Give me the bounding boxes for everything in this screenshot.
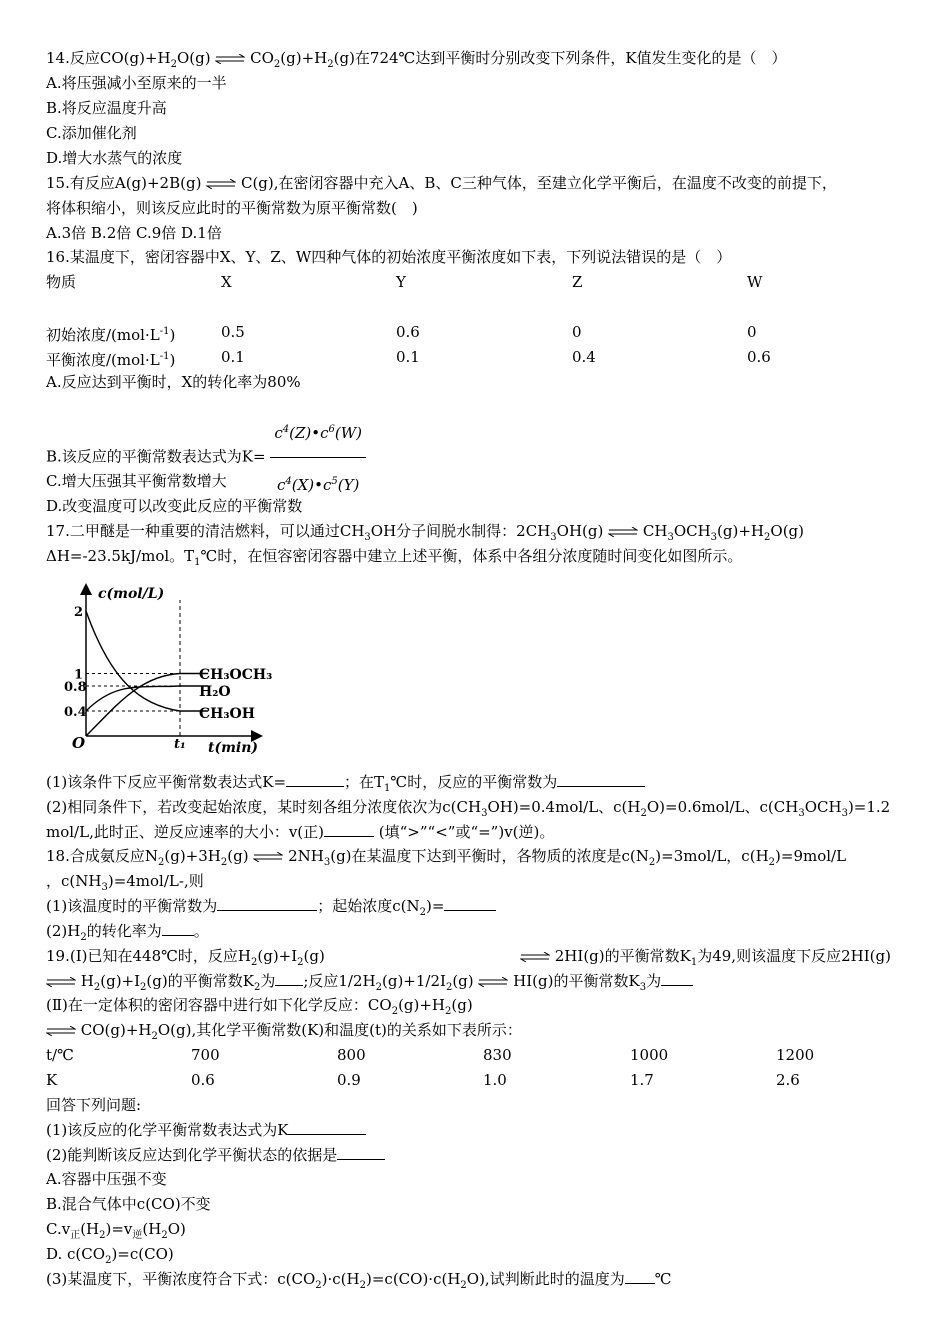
equilibrium-arrow-icon [215,54,245,64]
q14-stem: 14.反应$CO(g)+H_2O(g)$ $CO_2(g)+H_2(g)$在724℃达到平衡时分别改变下列条件，K值发生变化的是（ ） [46,49,787,70]
q19-option-c: $C.v_正(H_2)=v_逆(H_2O)$ [46,1220,186,1241]
table-header-cell: Z [572,273,583,291]
table-row-label: K [46,1071,58,1089]
q16-option-c: C.增大压强其平衡常数增大 [46,472,227,490]
equilibrium-arrow-icon [253,852,283,862]
table-header-cell: W [747,273,763,291]
q18-sub2: $(2)H_2$的转化率为 。 [46,922,209,943]
table-cell: 800 [337,1046,366,1064]
table-header-cell: X [221,273,232,291]
y-tick-label: 1 [74,667,84,683]
q16-option-b: B.该反应的平衡常数表达式为K= $\frac{c^4(Z)•c^6(W)}{c^4(X)•c^5(Y)}$ [46,408,366,507]
table-cell: 0 [747,323,757,341]
q16-option-a: A.反应达到平衡时，X的转化率为80% [46,373,301,391]
answer-blank[interactable] [324,822,374,837]
answer-blank[interactable] [288,1120,366,1135]
t1-tick-label: t₁ [174,737,186,752]
q19-part1-line1: 19.(Ⅰ)已知在448℃时，反应$H_2(g)+I_2(g)$ [46,947,325,968]
q14-option-c: C.添加催化剂 [46,124,137,142]
y-axis-label: c(mol/L) [98,586,165,602]
table-cell: 0.1 [221,348,245,366]
y-tick-label: 0.8 [64,680,87,695]
equilibrium-arrow-icon [206,179,236,189]
series-line-h2o [86,686,208,711]
q19-sub3: (3)某温度下，平衡浓度符合下式：$c(CO_2)\cdot c(H_2)=c(CO)\cdot c(H_2O)$,试判断此时的温度为 ℃ [46,1270,672,1291]
table-cell: 0.6 [747,348,771,366]
answer-blank[interactable] [337,1145,385,1160]
equilibrium-arrow-icon [478,977,508,987]
table-cell: 1200 [776,1046,815,1064]
table-cell: 1000 [630,1046,669,1064]
series-label-ch3och3: CH₃OCH₃ [199,667,273,683]
table-cell: 700 [191,1046,220,1064]
q19-part2-line1: (Ⅱ)在一定体积的密闭容器中进行如下化学反应：$CO_2(g)+H_2(g)$ [46,996,473,1017]
equilibrium-arrow-icon [520,952,550,962]
q15-stem: 15.有反应A(g)+2B(g) C(g),在密闭容器中充入A、B、C三种气体，至建立化学平衡后，在温度不改变的前提下， [46,174,837,192]
series-label-h2o: H₂O [199,684,231,700]
q16-option-d: D.改变温度可以改变此反应的平衡常数 [46,497,303,515]
table-cell: 2.6 [776,1071,800,1089]
q19-option-b: B.混合气体中c(CO)不变 [46,1195,211,1213]
table-row-label: 平衡浓度$/(mol\cdot L^{-1})$ [46,351,176,369]
q19-part1-line1-right: 2HI(g)的平衡常数$K_1$为49,则该温度下反应2HI(g) [520,946,891,973]
q19-part1-line2: $H_2(g)+I_2(g)$的平衡常数$K_2$为 ;反应$1/2H_2(g)+1/2I_2(g)$ HI(g)的平衡常数$K_3$为 [46,971,693,998]
table-cell: 0.6 [191,1071,215,1089]
origin-label: O [72,734,86,752]
table-cell: 0.1 [396,348,420,366]
q16-stem: 16.某温度下，密闭容器中X、Y、Z、W四种气体的初始浓度平衡浓度如下表，下列说法错误的是（ ） [46,248,732,266]
table-cell: 0.4 [572,348,596,366]
q19-sub1: (1)该反应的化学平衡常数表达式为K [46,1120,366,1140]
table-cell: 0.9 [337,1071,361,1089]
q18-stem-line2: ，$c(NH_3)=4mol/L-$,则 [46,872,204,893]
q19-option-d: D. $c(CO_2)=c(CO)$ [46,1245,174,1266]
answer-blank[interactable] [162,921,194,936]
table-cell: 0.5 [221,323,245,341]
y-tick-label: 2 [74,605,84,620]
y-tick-label: 0.4 [64,705,87,720]
q14-option-a: A.将压强减小至原来的一半 [46,74,227,92]
x-axis-label: t(min) [208,740,259,756]
answer-blank[interactable] [444,896,496,911]
concentration-time-chart [62,580,302,760]
answer-blank[interactable] [625,1269,655,1284]
answer-blank[interactable] [286,772,344,787]
answer-blank[interactable] [557,772,645,787]
equilibrium-arrow-icon [608,527,638,537]
q18-stem: 18.合成氨反应$N_2(g)+3H_2(g)$ $2NH_3(g)$在某温度下达到平衡时，各物质的浓度是$c(N_2)=3mol/L$，$c(H_2)=9mol/L$ [46,847,847,868]
q19-part2-line2: $CO(g)+H_2O(g)$,其化学平衡常数(K)和温度(t)的关系如下表所示： [46,1020,522,1047]
answer-blank[interactable] [661,971,693,986]
q15-stem-line2: 将体积缩小，则该反应此时的平衡常数为原平衡常数( ) [46,199,418,217]
table-header-cell: 物质 [46,273,77,291]
table-cell: 0 [572,323,582,341]
q19-answer-intro: 回答下列问题: [46,1096,142,1114]
table-cell: 830 [483,1046,512,1064]
k-expression: $\frac{c^4(Z)•c^6(W)}{c^4(X)•c^5(Y)}$ [270,408,366,507]
q17-sub2: (2)相同条件下，若改变起始浓度，某时刻各组分浓度依次为$c(CH_3OH)=0.4mol/L$、$c(H_2O)=0.6mol/L$、$c(CH_3OCH_3)=1.2$ [46,798,891,819]
table-header-cell: Y [396,273,406,291]
q17-stem-line2: ΔH=-23.5kJ/mol。$T_1℃$时，在恒容密闭容器中建立上述平衡，体系中各组分浓度随时间变化如图所示。 [46,547,743,568]
table-cell: 1.7 [630,1071,654,1089]
q17-stem: 17.二甲醚是一种重要的清洁燃料，可以通过$CH_3OH$分子间脱水制得：$2CH_3OH(g)$ $CH_3OCH_3(g)+H_2O(g)$ [46,522,804,543]
table-row-label: t/℃ [46,1046,74,1064]
q17-sub1: (1)该条件下反应平衡常数表达式K= ；在$T_1℃$时，反应的平衡常数为 [46,772,645,799]
q18-sub1: (1)该温度时的平衡常数为 ；起始浓度$c(N_2)=$ [46,896,496,923]
table-cell: 0.6 [396,323,420,341]
table-row-label: 初始浓度$/(mol\cdot L^{-1})$ [46,326,176,344]
answer-blank[interactable] [217,896,317,911]
q14-option-d: D.增大水蒸气的浓度 [46,149,183,167]
q19-option-a: A.容器中压强不变 [46,1170,167,1188]
series-line-ch3och3 [86,674,208,737]
table-cell: 1.0 [483,1071,507,1089]
q19-sub2: (2)能判断该反应达到化学平衡状态的依据是 [46,1145,385,1165]
q14-option-b: B.将反应温度升高 [46,99,167,117]
q17-sub2-line2: mol/L,此时正、逆反应速率的大小：v(正) (填“>”“<”或“=”)v(逆)。 [46,823,555,841]
equilibrium-arrow-icon [46,977,76,987]
q15-options: A.3倍 B.2倍 C.9倍 D.1倍 [46,224,222,242]
equilibrium-arrow-icon [46,1026,76,1036]
answer-blank[interactable] [275,971,303,986]
series-label-ch3oh: CH₃OH [199,706,255,722]
